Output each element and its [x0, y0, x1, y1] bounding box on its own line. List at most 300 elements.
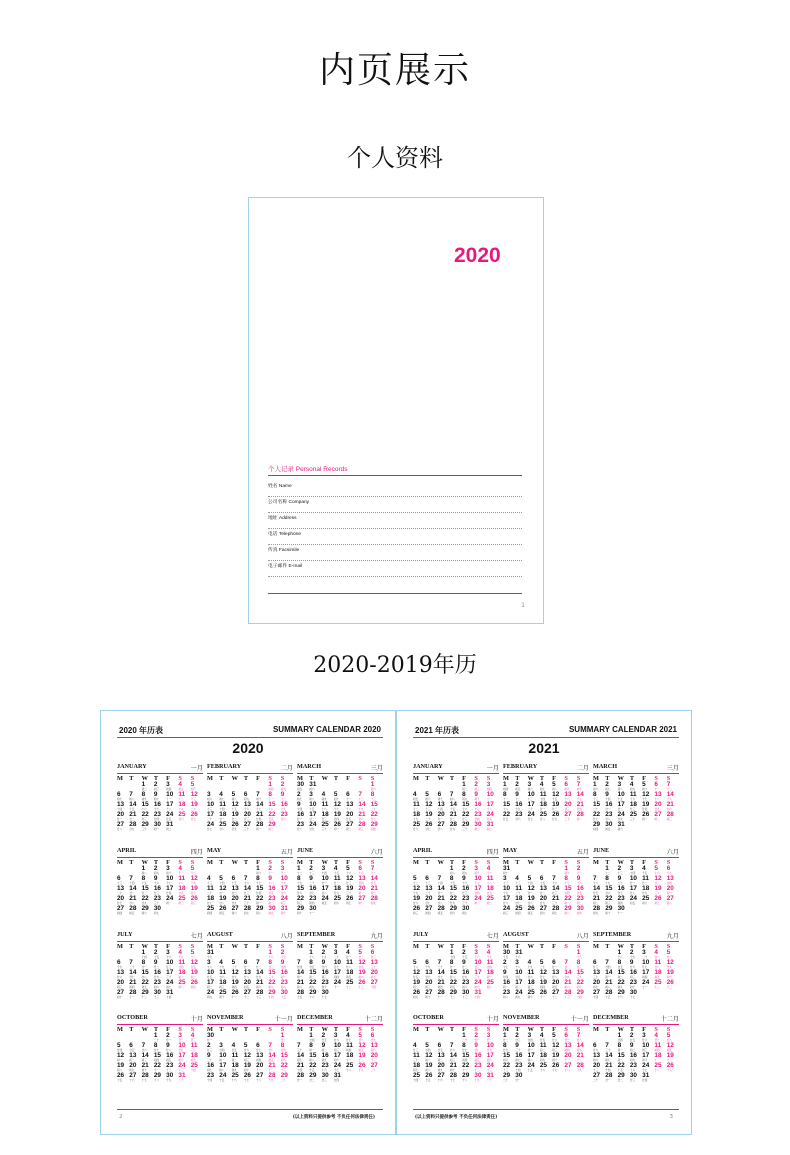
lunar-date: 初十: [333, 1059, 340, 1063]
day-number: 28: [243, 904, 251, 912]
day-cell: [178, 812, 190, 822]
day-cell: [474, 950, 486, 960]
lunar-date: 初七: [462, 911, 468, 915]
lunar-date: 三十: [413, 1059, 419, 1063]
day-cell: [207, 906, 219, 916]
day-number: 30: [605, 821, 613, 828]
day-number: 26: [425, 1072, 433, 1080]
lunar-date: 初八: [666, 901, 672, 905]
day-cell: [207, 822, 219, 832]
weekday-letter: S: [268, 942, 272, 950]
day-number: 17: [166, 884, 174, 892]
day-cell: [605, 822, 617, 832]
lunar-date: 廿一: [539, 808, 546, 811]
day-number: 15: [564, 884, 572, 892]
day-number: 8: [617, 1042, 622, 1050]
lunar-date: 廿三: [576, 965, 582, 969]
day-number: 15: [462, 801, 470, 808]
day-number: 22: [256, 894, 264, 902]
day-number: 9: [321, 1042, 326, 1050]
day-cell: [642, 970, 654, 980]
day-cell: [618, 960, 630, 970]
day-number: 6: [437, 791, 442, 798]
day-number: 6: [129, 1042, 133, 1050]
day-number: 5: [243, 1042, 248, 1050]
day-number: 2: [166, 1032, 170, 1040]
day-cell: [334, 896, 346, 906]
day-number: 13: [129, 1052, 137, 1060]
lunar-date: 廿七: [370, 818, 376, 821]
day-number: 2: [474, 1032, 478, 1040]
weekday-letter: F: [552, 775, 556, 782]
day-number: 10: [309, 801, 317, 808]
day-number: 9: [280, 958, 285, 966]
day-number: 26: [654, 894, 662, 902]
day-cell: [191, 990, 203, 1000]
lunar-date: 十二: [576, 1059, 582, 1063]
lunar-date: 十九: [515, 808, 521, 811]
day-cell: [642, 980, 654, 990]
lunar-date: 十七: [256, 881, 262, 885]
lunar-date: 初五: [358, 1049, 364, 1053]
lunar-date: 十五: [117, 1079, 123, 1083]
day-number: 27: [256, 1072, 264, 1080]
lunar-date: 十九: [178, 808, 184, 811]
lunar-date: 十二: [413, 881, 419, 885]
lunar-date: 三十: [153, 901, 160, 905]
day-number: 6: [437, 1042, 442, 1050]
lunar-date: 廿九: [666, 965, 672, 969]
lunar-date: 初三: [141, 1059, 147, 1063]
section-title-profile: 个人资料: [347, 144, 443, 172]
day-number: 19: [333, 811, 341, 818]
day-number: 30: [515, 1072, 523, 1080]
section-title-calendar: 2020-2019年历: [313, 653, 477, 678]
month-name-en: OCTOBER: [413, 1014, 444, 1022]
day-cell: [515, 960, 527, 970]
day-number: 15: [141, 968, 149, 976]
day-cell: [117, 822, 129, 832]
day-number: 12: [358, 958, 366, 966]
profile-page: [248, 197, 544, 624]
day-number: 3: [486, 781, 491, 788]
day-number: 25: [207, 904, 215, 912]
lunar-date: 初一: [605, 975, 611, 979]
lunar-date: 廿一: [129, 891, 135, 895]
day-cell: [487, 970, 499, 980]
lunar-date: 初六: [190, 788, 196, 791]
day-number: 29: [593, 821, 601, 828]
lunar-date: 廿三: [515, 1039, 521, 1043]
day-cell: [413, 980, 425, 990]
day-cell: [117, 950, 129, 960]
day-number: 22: [268, 978, 276, 986]
day-cell: [142, 980, 154, 990]
lunar-date: 十五: [280, 995, 286, 999]
day-number: 3: [166, 781, 170, 788]
day-number: 9: [280, 791, 285, 798]
lunar-date: 十七: [321, 995, 327, 999]
day-number: 13: [564, 791, 572, 798]
day-number: 28: [129, 904, 137, 912]
weekday-letter: S: [268, 1026, 272, 1034]
day-number: 27: [593, 1072, 601, 1080]
day-number: 24: [166, 978, 174, 986]
day-number: 2: [153, 948, 158, 956]
weekday-letter: M: [413, 858, 419, 866]
day-number: 7: [449, 791, 454, 798]
lunar-date: 初八: [219, 1069, 225, 1073]
day-cell: [244, 980, 256, 990]
calendar-page-2020: [100, 710, 396, 1135]
day-number: 26: [539, 988, 547, 996]
lunar-date: 初五: [449, 985, 456, 989]
day-number: 5: [552, 1032, 556, 1040]
day-number: 22: [576, 978, 584, 986]
day-cell: [618, 1073, 630, 1083]
day-cell: [281, 960, 293, 970]
day-number: 1: [141, 781, 146, 788]
day-number: 16: [280, 968, 288, 976]
day-number: 29: [370, 821, 378, 828]
day-number: 14: [576, 1042, 584, 1050]
day-cell: [528, 1063, 540, 1073]
day-number: 17: [474, 884, 482, 892]
day-number: 25: [654, 978, 662, 986]
lunar-date: 十六: [629, 798, 636, 801]
lunar-date: 初一: [117, 1059, 123, 1063]
day-cell: [309, 1073, 321, 1083]
day-cell: [564, 1073, 576, 1083]
weekday-letter: F: [462, 858, 466, 866]
weekday-letter: S: [474, 1026, 478, 1034]
day-cell: [503, 950, 515, 960]
lunar-date: 十五: [642, 871, 648, 875]
month-may: [207, 847, 293, 931]
lunar-date: 十三: [153, 995, 160, 999]
day-number: 17: [333, 968, 341, 976]
lunar-date: 十九: [425, 965, 431, 969]
day-number: 8: [297, 874, 301, 882]
month-name-en: NOVEMBER: [503, 1014, 540, 1022]
day-number: 1: [280, 1032, 285, 1040]
day-number: 30: [462, 988, 470, 996]
lunar-date: 廿三: [321, 1079, 327, 1083]
day-number: 1: [309, 948, 313, 956]
weekday-letter: M: [593, 1026, 599, 1034]
lunar-date: 十一: [333, 985, 340, 989]
weekday-letter: S: [474, 775, 478, 782]
lunar-date: 初五: [654, 975, 660, 979]
lunar-date: 初七: [268, 985, 274, 989]
lunar-date: 初三: [358, 828, 364, 831]
day-cell: [268, 970, 280, 980]
day-number: 14: [256, 968, 264, 976]
lunar-date: 十四: [370, 985, 376, 989]
day-number: 23: [321, 1062, 329, 1070]
day-number: 17: [309, 811, 317, 818]
day-cell: [577, 1063, 589, 1073]
lunar-date: 十七: [503, 965, 509, 969]
lunar-date: 十九: [280, 808, 286, 811]
lunar-date: 廿三: [564, 808, 570, 811]
day-cell: [474, 896, 486, 906]
day-cell: [244, 822, 256, 832]
lunar-date: 十二: [666, 1059, 672, 1063]
lunar-date: 初九: [321, 1059, 327, 1063]
lunar-date: 廿七: [117, 901, 123, 905]
lunar-date: 三十: [474, 975, 480, 979]
lunar-date: 初一: [153, 828, 160, 831]
lunar-date: 初二: [486, 901, 492, 905]
day-number: 3: [219, 1042, 223, 1050]
day-number: 12: [425, 1052, 433, 1060]
month-header: [297, 1014, 383, 1025]
day-number: 17: [527, 1052, 535, 1060]
weekday-letter: S: [576, 775, 581, 782]
lunar-date: 十四: [474, 995, 480, 999]
lunar-date: 初四: [593, 828, 599, 831]
weekday-letter: W: [321, 942, 328, 950]
day-number: 21: [449, 1062, 457, 1070]
day-number: 11: [515, 884, 523, 892]
lunar-date: 二十: [539, 965, 546, 969]
lunar-date: 廿八: [321, 891, 327, 895]
weekday-letter: F: [642, 775, 646, 782]
lunar-date: 十九: [629, 955, 636, 959]
weekday-letter: S: [576, 942, 581, 950]
day-number: 27: [346, 821, 354, 828]
weekday-letter: T: [309, 1026, 314, 1034]
lunar-date: 十二: [552, 995, 558, 999]
day-number: 28: [449, 821, 457, 828]
day-cell: [244, 1073, 256, 1083]
lunar-date: 十七: [666, 871, 672, 875]
lunar-date: 廿四: [527, 1039, 533, 1043]
weekday-letter: T: [539, 942, 545, 950]
day-number: 4: [413, 1042, 417, 1050]
day-number: 9: [153, 874, 158, 882]
lunar-date: 十三: [370, 1059, 376, 1063]
day-number: 25: [346, 1062, 354, 1070]
lunar-date: 初一: [425, 1059, 431, 1063]
day-number: 23: [629, 1062, 637, 1070]
day-number: 15: [309, 1052, 317, 1060]
day-grid: [593, 866, 679, 916]
day-number: 26: [190, 978, 198, 986]
day-number: 30: [462, 904, 470, 912]
day-cell: [142, 906, 154, 916]
day-cell: [462, 950, 474, 960]
day-number: 3: [333, 1032, 338, 1040]
lunar-date: 初三: [629, 975, 636, 979]
day-number: 18: [642, 884, 650, 892]
lunar-date: 十八: [654, 798, 660, 801]
day-cell: [346, 980, 358, 990]
lunar-date: 初一: [256, 901, 262, 905]
lunar-date: 初四: [503, 788, 509, 791]
day-cell: [462, 980, 474, 990]
lunar-date: 廿五: [268, 891, 274, 895]
day-number: 18: [629, 801, 637, 808]
day-number: 19: [425, 811, 433, 818]
lunar-date: 廿五: [178, 891, 184, 895]
weekday-letter: W: [231, 942, 238, 950]
day-number: 2: [207, 1042, 211, 1050]
day-number: 4: [539, 1032, 544, 1040]
lunar-date: 廿八: [576, 1039, 582, 1043]
day-number: 3: [642, 1032, 646, 1040]
lunar-date: 廿七: [654, 1039, 660, 1043]
day-number: 5: [358, 1032, 362, 1040]
lunar-date: 十六: [243, 881, 250, 885]
lunar-date: 廿八: [539, 818, 546, 821]
lunar-date: 初四: [437, 985, 443, 989]
day-number: 20: [593, 978, 601, 986]
lunar-date: 初二: [129, 1059, 135, 1063]
day-number: 20: [593, 1062, 601, 1070]
day-number: 11: [642, 874, 649, 882]
day-cell: [503, 906, 515, 916]
lunar-date: 十六: [268, 955, 274, 959]
lunar-date: 三十: [552, 901, 558, 905]
lunar-date: 廿八: [268, 1049, 274, 1053]
lunar-date: 十六: [346, 871, 352, 875]
lunar-date: 廿四: [564, 891, 570, 895]
lunar-date: 十四: [297, 808, 303, 811]
weekday-letter: M: [503, 942, 509, 950]
day-number: 17: [515, 978, 523, 986]
day-number: 13: [243, 968, 251, 976]
weekday-letter: S: [666, 942, 671, 950]
lunar-date: 十一: [462, 1069, 468, 1073]
day-cell: [552, 970, 564, 980]
lunar-date: 十四: [539, 798, 546, 801]
day-cell: [268, 990, 280, 1000]
day-number: 30: [576, 904, 584, 912]
day-cell: [297, 1073, 309, 1083]
month-header: [207, 931, 293, 942]
lunar-date: 初五: [527, 911, 533, 915]
weekday-letter: M: [297, 1026, 303, 1034]
day-number: 21: [256, 978, 264, 986]
weekday-letter: M: [593, 775, 599, 782]
day-number: 26: [231, 988, 239, 996]
day-number: 26: [425, 821, 433, 828]
weekday-letter: F: [166, 858, 170, 866]
day-number: 11: [321, 801, 329, 808]
day-number: 6: [425, 958, 429, 966]
lunar-date: 廿六: [552, 1039, 558, 1043]
lunar-date: 三十: [243, 828, 250, 831]
month-header: [297, 763, 383, 774]
lunar-date: 初五: [605, 828, 611, 831]
lunar-date: 初六: [256, 985, 262, 989]
lunar-date: 廿六: [413, 828, 419, 831]
weekday-letter: T: [605, 775, 610, 782]
day-number: 15: [141, 801, 149, 808]
lunar-date: 十四: [515, 1069, 521, 1073]
disclaimer-note: (以上资料只提供参考 不负任何法律责任): [415, 1115, 498, 1120]
lunar-date: 十八: [617, 955, 623, 959]
day-number: 14: [268, 1052, 276, 1060]
day-number: 4: [231, 1042, 236, 1050]
month-october: [117, 1014, 203, 1098]
day-number: 25: [178, 894, 186, 902]
day-number: 22: [297, 894, 305, 902]
lunar-date: 十八: [268, 808, 274, 811]
day-grid: [117, 866, 203, 916]
day-number: 15: [503, 801, 511, 808]
day-number: 26: [117, 1072, 125, 1080]
day-number: 18: [231, 1062, 239, 1070]
day-number: 29: [449, 988, 457, 996]
weekday-letter: S: [654, 858, 658, 866]
weekday-letter: F: [642, 1026, 646, 1034]
lunar-date: 初十: [527, 995, 533, 999]
weekday-letter: S: [370, 858, 375, 866]
day-number: 11: [346, 958, 353, 966]
day-number: 2: [503, 958, 507, 966]
day-number: 8: [153, 1042, 158, 1050]
day-number: 8: [462, 791, 466, 798]
lunar-date: 十三: [527, 798, 533, 801]
lunar-date: 初十: [166, 871, 172, 875]
lunar-date: 初一: [333, 828, 340, 831]
lunar-date: 廿八: [629, 891, 636, 895]
calendar-header-line: [117, 737, 383, 738]
day-cell: [309, 970, 321, 980]
lunar-date: 初十: [333, 798, 340, 801]
day-number: 16: [309, 884, 317, 892]
lunar-date: 初九: [462, 871, 468, 875]
day-number: 12: [539, 968, 547, 976]
weekday-letter: F: [346, 942, 350, 950]
lunar-date: 初二: [576, 901, 582, 905]
day-number: 17: [166, 968, 174, 976]
day-number: 4: [178, 948, 182, 956]
weekday-letter: M: [297, 775, 303, 782]
lunar-date: 廿五: [166, 818, 172, 821]
day-cell: [154, 822, 166, 832]
lunar-date: 廿九: [370, 1039, 376, 1043]
lunar-date: 二十: [425, 891, 431, 895]
day-number: 6: [666, 864, 671, 872]
day-cell: [232, 980, 244, 990]
day-cell: [142, 960, 154, 970]
weekday-letter: T: [539, 858, 545, 866]
weekday-letter: W: [617, 775, 624, 782]
lunar-date: 廿五: [231, 1049, 237, 1053]
day-number: 1: [153, 1032, 158, 1040]
lunar-date: 初六: [486, 1059, 492, 1063]
lunar-date: 十五: [425, 1079, 431, 1083]
day-number: 30: [309, 904, 317, 912]
lunar-date: 十七: [629, 995, 636, 999]
lunar-date: 十八: [654, 1069, 660, 1073]
day-number: 27: [425, 904, 433, 912]
day-number: 18: [219, 811, 227, 818]
lunar-date: 初五: [280, 788, 286, 791]
lunar-date: 十四: [166, 995, 172, 999]
lunar-date: 廿七: [129, 975, 135, 979]
day-cell: [166, 896, 178, 906]
day-number: 24: [642, 1062, 650, 1070]
weekday-letter: T: [153, 775, 159, 782]
day-cell: [462, 960, 474, 970]
day-number: 2: [462, 948, 466, 956]
day-cell: [450, 906, 462, 916]
